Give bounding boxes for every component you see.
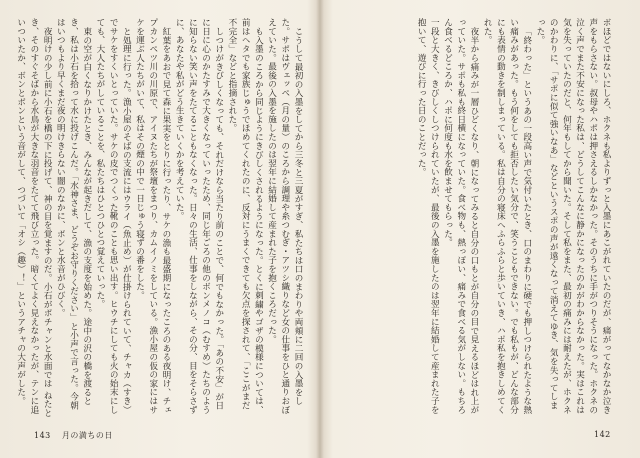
paragraph: 一段と大きく、きびしくしつけられていたが、最後の入墨を施したのは翌年に結婚して産まれた子を抱いて、遊びに行った日のことだった。 bbox=[416, 18, 440, 414]
paragraph: も入墨のころから同じようにきびしくされるようになった。とくに刺繍やゴザの模様については、前はヘタでも家族じゅうでほめてくれたのに、反対にうまくできても欠点を探されて、「ここがまだ不完全」などと指摘された。 bbox=[226, 18, 264, 414]
right-page bbox=[322, 0, 640, 458]
paragraph: こうして最初の入墨をしてから三冬と三夏がすぎ、私たちは口のまわりや両頬に二回の入墨をした。サポはヴェッペ（月の量）のころから調理や糸つむぎ・アツシ織りなど女の仕事をひと通りおぼえていた。最後の入墨を施したのは翌年に結婚して産まれた子を抱くころだった。 bbox=[266, 18, 303, 414]
paragraph: 「終わった」というあの一段高い声で気付いたとき、口のまわりに硬でも押しつけられたような熱い痛みがあった。もう何をしても拒否したい気分で、笑うこともできない。でも私もが、どんな部分にも表情の動きを制しまっている。私は自分の寝床へふらふらと歩いていき、ハポ私を抱きしめてくれた。 bbox=[482, 18, 532, 414]
paragraph: 紅葉をあおで見て森に果実をとりに行ったり、サケの漁も最盛期になったころのある夜明け、チェプカンペツ川の川原で、アイヌたちが祭壇をまつり、カムイノミをしている。漁小屋の仮の家にはサケを運ぶ人たちがいて、私はその煙の中で一日じゅう寝ずの番をした。 bbox=[134, 18, 171, 414]
running-title: 月の満ちの日 bbox=[61, 431, 113, 440]
paragraph: と処理に行った。漁小屋のそばの支流にはウライ（魚止め）が仕掛けられていて、チャカ（すき）でサケをすくいとっていた。サケの皮でつくった靴のことも思い出す。ヒウチにしても火の始末にしても、大人たちがしていることを、私たちはひとつひとつ覚えていった。 bbox=[94, 18, 132, 414]
paragraph: しつけがきびしくなっても、それだけなら当たり前のことで、何でもなかった。「あの不安」が日に日に心のかたすみで大きくなっていったため、同じ年ごろの他のボンメノコ（むすめ）たちのように知らない笑い声をたてることもなくなった。日々の生活、仕事をしながら、その分、目をそらさずに、あなたや私がどう生きていくかを考えていた。 bbox=[174, 18, 224, 414]
right-page-footer bbox=[594, 430, 611, 439]
page-number: 142 bbox=[594, 430, 611, 439]
left-page-text bbox=[15, 18, 304, 418]
paragraph: 夜明けの少し前に小石を橋の下に投げて、神の目を覚ますのだ。小石がポチャンと水面では ねたとき、そのすぐそばから水鳥が大きな羽音をたてて飛び立った。暗くてよく見えなかったが、テンに追いついたか、ボンとボンという音がして、つづいて「オシ（趣）！」というアチャの大声がした。 bbox=[15, 18, 53, 417]
right-page-text bbox=[340, 18, 612, 418]
left-page-footer bbox=[34, 430, 113, 441]
paragraph: ボほどではないにしろ、ホクネも私よりずっと入墨にあこがれていたのだが、痛がってなかなか泣き声をもらさない。叔母やハポは押さえるしかなかった。そのうちに手がつりそうになった。ホクネの泣く声でまた不安になった私は、どうしてこんなに静かになったのかがわからなかった。実はこれは気を失っていたのだと、何年もしてから聞いた。そして私をまた、最初の痛みには耐えたが、ホクネのかわりに、「サポに似て強いなあ」などというスポの声が遠くなって消えてゆき、気を失ってしまった。 bbox=[534, 18, 611, 414]
paragraph: 東の空が白くなりかけたとき、みんなが起きだして、漁の支度を始めた。途中の沢の橋を渡るとき、私は小石を拾って水に投げこんだ。「水神さま、どうぞお守りください」と小声で言った。今朝はいつもより早くまだ夜の明けきらない闇のなかに、ボンと水音がひびく。 bbox=[55, 18, 92, 410]
page-number: 143 bbox=[34, 431, 51, 440]
left-page bbox=[0, 0, 318, 458]
paragraph: 夜半から痛みが一層ひどくなり、朝になってみると自分の口もとが自分の目で見えるほどはれ上がっていた。サポも私も終日横になっていた。食べ物も、熱っぽい、痛みで食べる気がしない。もちろん食べるどころか、ハポに何度も水を飲ませてもらった。 bbox=[442, 18, 479, 414]
